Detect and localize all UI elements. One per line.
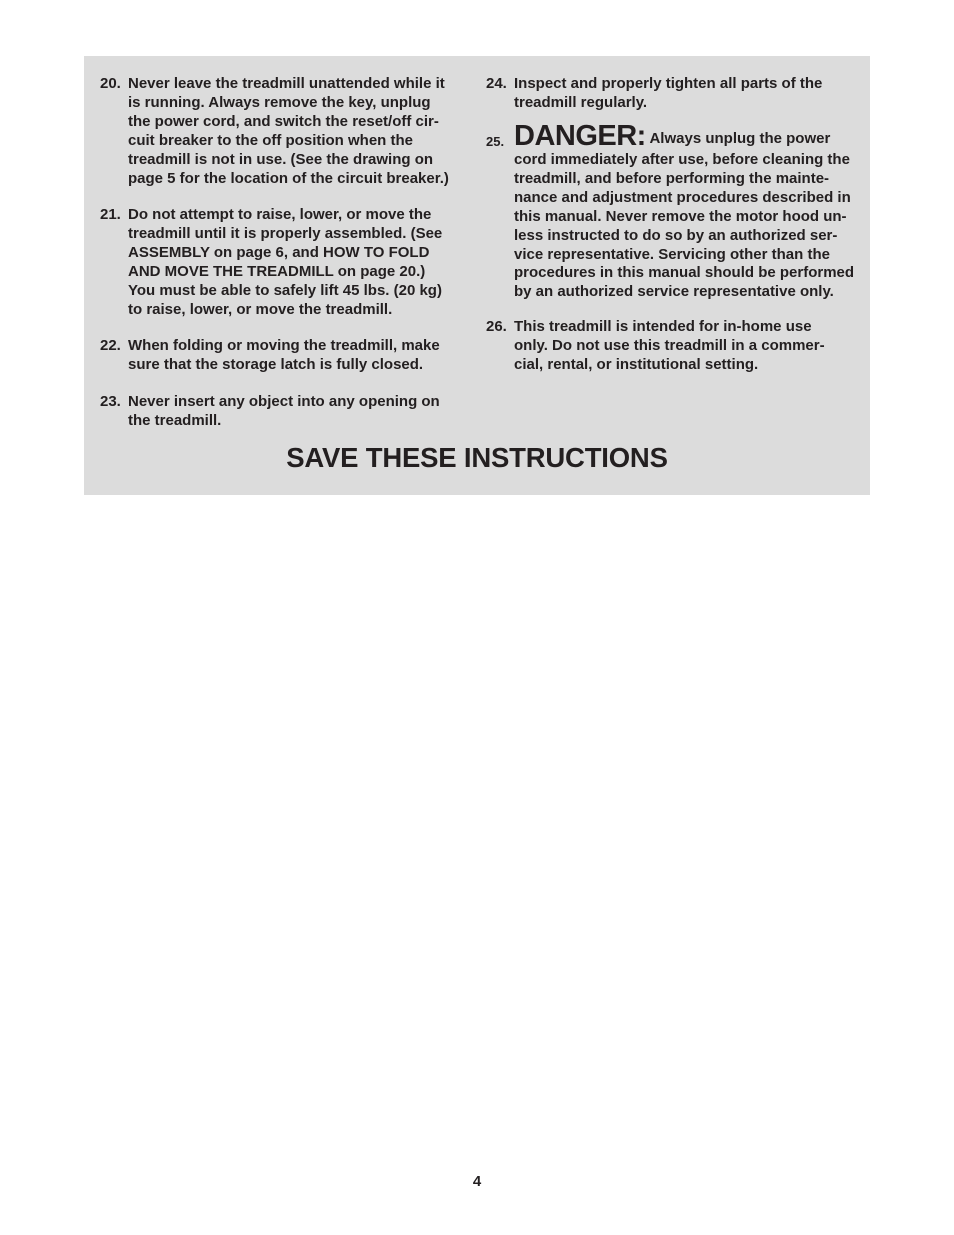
instruction-item-20 xyxy=(100,75,472,188)
instruction-item-25-danger xyxy=(486,122,858,302)
danger-first-line xyxy=(514,122,858,151)
instruction-item-22 xyxy=(100,337,472,375)
item-text: When folding or moving the treadmill, make sure that the storage latch is fully closed. xyxy=(128,337,440,373)
item-text: Never leave the treadmill unattended while it is running. Always remove the key, unplug the power cord, and switch the reset/off cir- cuit breaker to the off position when the treadmill is not in use. (See the drawing on page 5 for the location of the circuit breaker.) xyxy=(128,75,449,187)
item-number: 25. xyxy=(486,134,505,149)
item-number: 20. xyxy=(100,75,121,92)
item-text: This treadmill is intended for in-home use only. Do not use this treadmill in a commer- cial, rental, or institutional setting. xyxy=(514,318,825,373)
item-number: 23. xyxy=(100,393,121,410)
instruction-item-24 xyxy=(486,75,858,113)
instruction-item-21 xyxy=(100,206,472,319)
item-text: Never insert any object into any opening on the treadmill. xyxy=(128,393,440,429)
instruction-item-23 xyxy=(100,393,472,431)
page-number: 4 xyxy=(472,1173,482,1190)
item-text: Inspect and properly tighten all parts of the treadmill regularly. xyxy=(514,75,823,111)
save-instructions-heading: SAVE THESE INSTRUCTIONS xyxy=(286,442,668,473)
item-text: cord immediately after use, before cleaning the treadmill, and before performing the mainte- nance and adjustment procedures described in this manual. Never remove the motor hood un- less instructed to do so by an authorized ser- vice representative. Servicing other than the procedures in this manual should be performed by an authorized service representative only. xyxy=(514,151,855,301)
item-number: 21. xyxy=(100,206,121,223)
danger-lead-text: Always unplug the power xyxy=(649,130,831,147)
danger-label: DANGER: xyxy=(514,120,646,152)
item-number: 22. xyxy=(100,337,121,354)
item-number: 24. xyxy=(486,75,507,92)
safety-instructions-panel xyxy=(84,56,870,495)
item-number: 26. xyxy=(486,318,507,335)
item-text: Do not attempt to raise, lower, or move the treadmill until it is properly assembled. (See ASSEMBLY on page 6, and HOW TO FOLD AND MOVE THE TREADMILL on page 20.) You must be able to safely lift 45 lbs. (20 kg) to raise, lower, or move the treadmill. xyxy=(128,206,443,318)
instruction-item-26 xyxy=(486,318,858,375)
